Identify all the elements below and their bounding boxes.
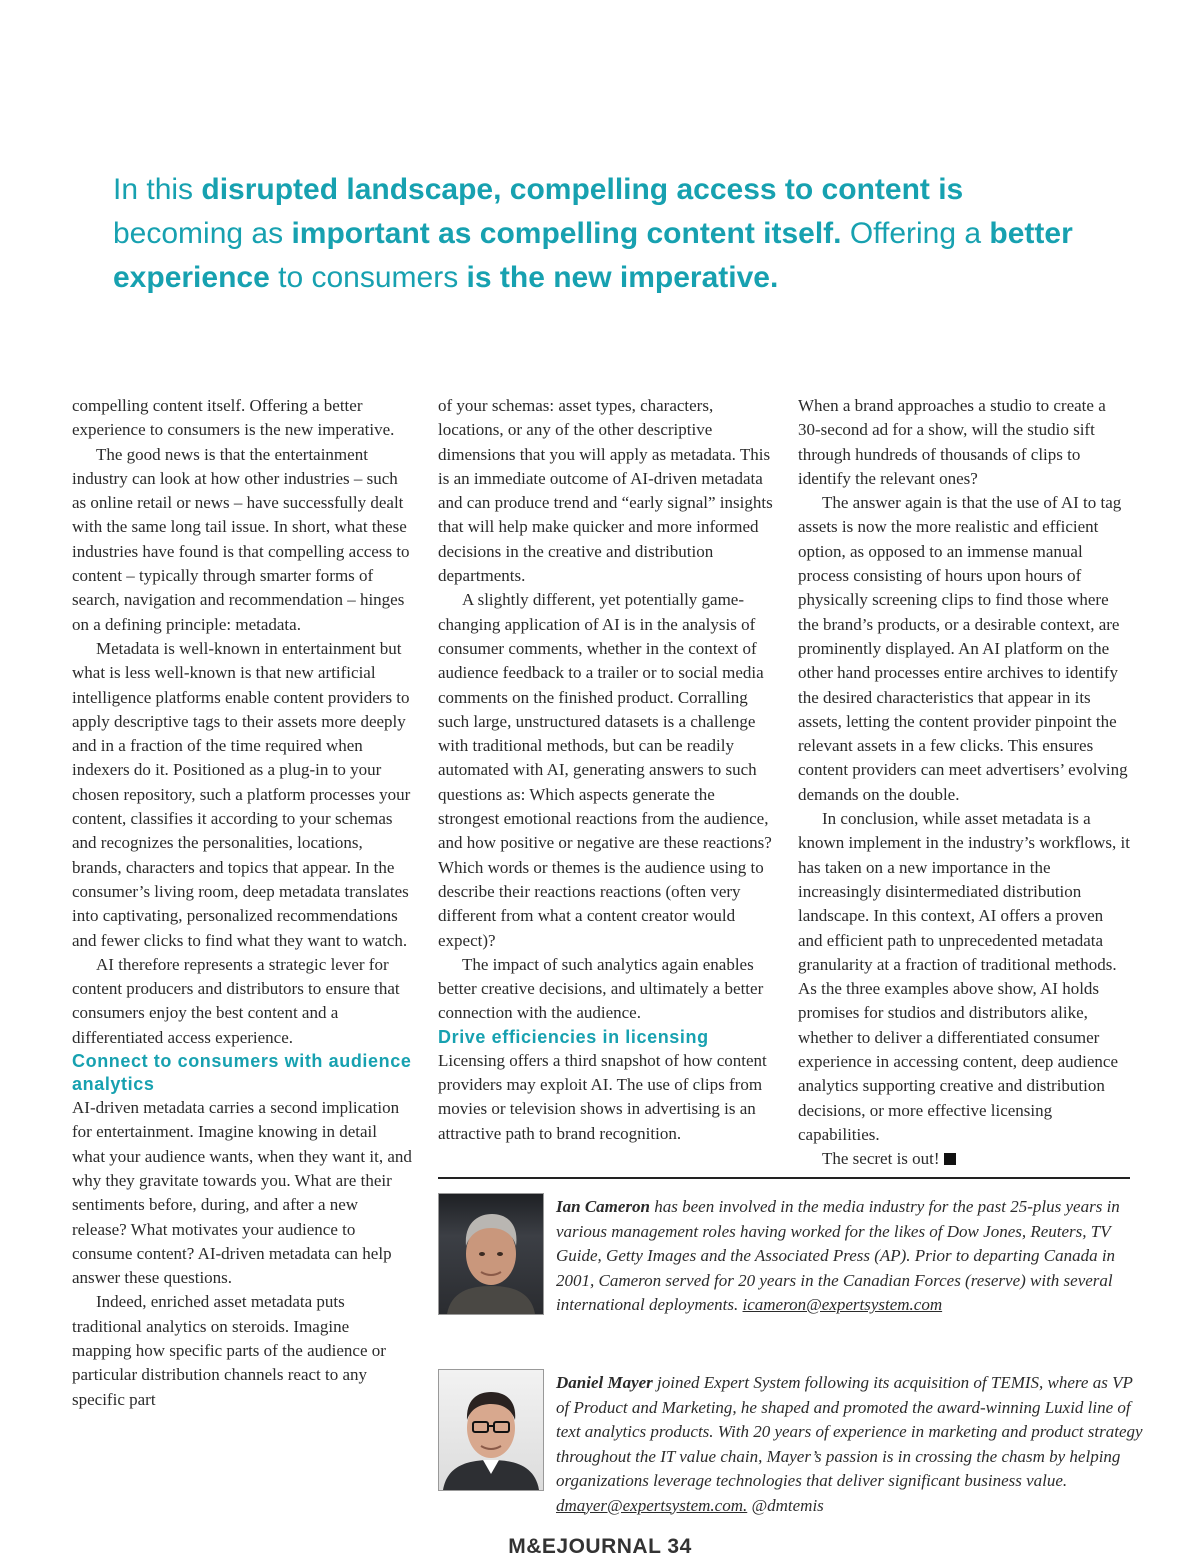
paragraph: AI-driven metadata carries a second implication for entertainment. Imagine knowing in detail what your audience wants, when they want it, and why they gravitate towards you. What are their sentiments before, during, and after a new release? What motivates your audience to consume content? AI-driven metadata can help answer these questions. xyxy=(72,1098,412,1288)
paragraph: compelling content itself. Offering a better experience to consumers is the new imperative. xyxy=(72,396,395,440)
portrait-icon xyxy=(439,1370,543,1490)
closing-paragraph xyxy=(798,1147,1130,1171)
author-name: Ian Cameron xyxy=(556,1197,650,1216)
author-photo-daniel-mayer xyxy=(438,1369,544,1491)
bio-text: joined Expert System following its acquisition of TEMIS, where as VP of Product and Marketing, he shaped and promoted the award-winning Luxid line of text analytics products. With 20 years of experience in marketing and product strategy throughout the IT value chain, Mayer’s passion is in crossing the chasm by helping organizations leverage technologies that deliver significant business value. xyxy=(556,1373,1143,1490)
portrait-icon xyxy=(439,1194,543,1314)
pullquote-text: Offering a xyxy=(841,217,990,250)
paragraph: When a brand approaches a studio to create a 30-second ad for a show, will the studio sift through hundreds of thousands of clips to identify the relevant ones? xyxy=(798,396,1106,488)
author-photo-ian-cameron xyxy=(438,1193,544,1315)
paragraph: of your schemas: asset types, characters, locations, or any of the other descriptive dimensions that you will apply as metadata. This is an immediate outcome of AI-driven metadata and can produce trend and “early signal” insights that will help make quicker and more informed decisions in the creative and distribution departments. xyxy=(438,396,773,586)
end-mark-icon xyxy=(944,1153,956,1165)
bio-text: has been involved in the media industry for the past 25-plus years in various management roles having worked for the likes of Dow Jones, Reuters, TV Guide, Getty Images and the Associated Press (AP). Prior to departing Canada in 2001, Cameron served for 20 years in the Canadian Forces (reserve) with several international deployments. xyxy=(556,1197,1120,1314)
email-link[interactable]: icameron@expertsystem.com xyxy=(742,1295,943,1314)
paragraph: The answer again is that the use of AI to tag assets is now the more realistic and efficient option, as opposed to an immense manual process consisting of hours upon hours of physically screening clips to find those where the brand’s products, or a desirable context, are prominently displayed. An AI platform on the other hand processes entire archives to identify the desired characteristics that appear in its assets, letting the content provider pinpoint the relevant assets in a few clicks. This ensures content providers can meet advertisers’ evolving demands on the double. xyxy=(798,493,1128,804)
pull-quote xyxy=(113,168,1073,300)
closing-text: The secret is out! xyxy=(822,1149,940,1169)
pullquote-bold: disrupted landscape, compelling access to content is xyxy=(201,173,964,206)
page-number: 34 xyxy=(667,1535,692,1558)
paragraph: Indeed, enriched asset metadata puts traditional analytics on steroids. Imagine mapping how specific parts of the audience or particular distribution channels react to any specific part xyxy=(72,1292,386,1409)
article-column-3 xyxy=(798,394,1130,1172)
author-bio-daniel-mayer xyxy=(556,1371,1144,1518)
author-bio-ian-cameron xyxy=(556,1195,1144,1318)
paragraph: In conclusion, while asset metadata is a known implement in the industry’s workflows, it has taken on a new importance in the increasingly disintermediated distribution landscape. In this context, AI offers a proven and efficient path to unprecedented metadata granularity at a fraction of traditional methods. As the three examples above show, AI holds promises for studios and distributors alike, whether to deliver a differentiated consumer experience in accessing content, deep audience analytics supporting creative and distribution decisions, or more effective licensing capabilities. xyxy=(798,809,1130,1144)
paragraph: A slightly different, yet potentially game-changing application of AI is in the analysis of consumer comments, whether in the context of audience feedback to a trailer or to social media comments on the finished product. Corralling such large, unstructured datasets is a challenge with traditional methods, but can be readily automated with AI, generating answers to such questions as: Which aspects generate the strongest emotional reactions from the audience, and how positive or negative are these reactions? Which words or themes is the audience using to describe their reactions reactions (often very different from what a content creator would expect)? xyxy=(438,590,772,950)
section-heading: Drive efficiencies in licensing xyxy=(438,1026,709,1047)
article-column-2 xyxy=(438,394,778,1146)
author-name: Daniel Mayer xyxy=(556,1373,653,1392)
paragraph: Metadata is well-known in entertainment but what is less well-known is that new artificial intelligence platforms enable content providers to apply descriptive tags to their assets more deeply and in a fraction of the time required when indexers do it. Positioned as a plug-in to your chosen repository, such a platform processes your content, classifies it according to your schemas and recognizes the personalities, locations, brands, characters and topics that appear. In the consumer’s living room, deep metadata translates into captivating, personalized recommendations and fewer clicks to find what they want to watch. xyxy=(72,638,411,950)
paragraph: The good news is that the entertainment industry can look at how other industries – such as online retail or news – have successfully dealt with the same long tail issue. In short, what these industries have found is that compelling access to content – typically through smarter forms of search, navigation and recommendation – hinges on a defining principle: metadata. xyxy=(72,444,410,634)
pullquote-bold: better experience xyxy=(113,217,1073,294)
pullquote-text: In this xyxy=(113,173,202,206)
pullquote-bold: is the new imperative. xyxy=(466,261,779,294)
paragraph: Licensing offers a third snapshot of how content providers may exploit AI. The use of clips from movies or television shows in advertising is an attractive path to brand recognition. xyxy=(438,1050,767,1143)
pullquote-text: becoming as xyxy=(113,217,292,250)
section-heading: Connect to consumers with audience analytics xyxy=(72,1051,412,1095)
paragraph: AI therefore represents a strategic lever for content producers and distributors to ensure that consumers enjoy the best content and a differentiated access experience. xyxy=(72,954,400,1047)
pullquote-text: to consumers xyxy=(269,261,467,294)
paragraph: The impact of such analytics again enables better creative decisions, and ultimately a better connection with the audience. xyxy=(438,954,764,1023)
pullquote-bold: important as compelling content itself. xyxy=(291,217,842,250)
page-footer xyxy=(0,1535,1200,1559)
journal-name: M&EJOURNAL xyxy=(508,1535,662,1558)
article-column-1 xyxy=(72,394,412,1412)
bio-divider xyxy=(438,1177,1130,1179)
email-link[interactable]: dmayer@expertsystem.com. xyxy=(556,1495,748,1515)
twitter-handle: @dmtemis xyxy=(747,1495,824,1515)
